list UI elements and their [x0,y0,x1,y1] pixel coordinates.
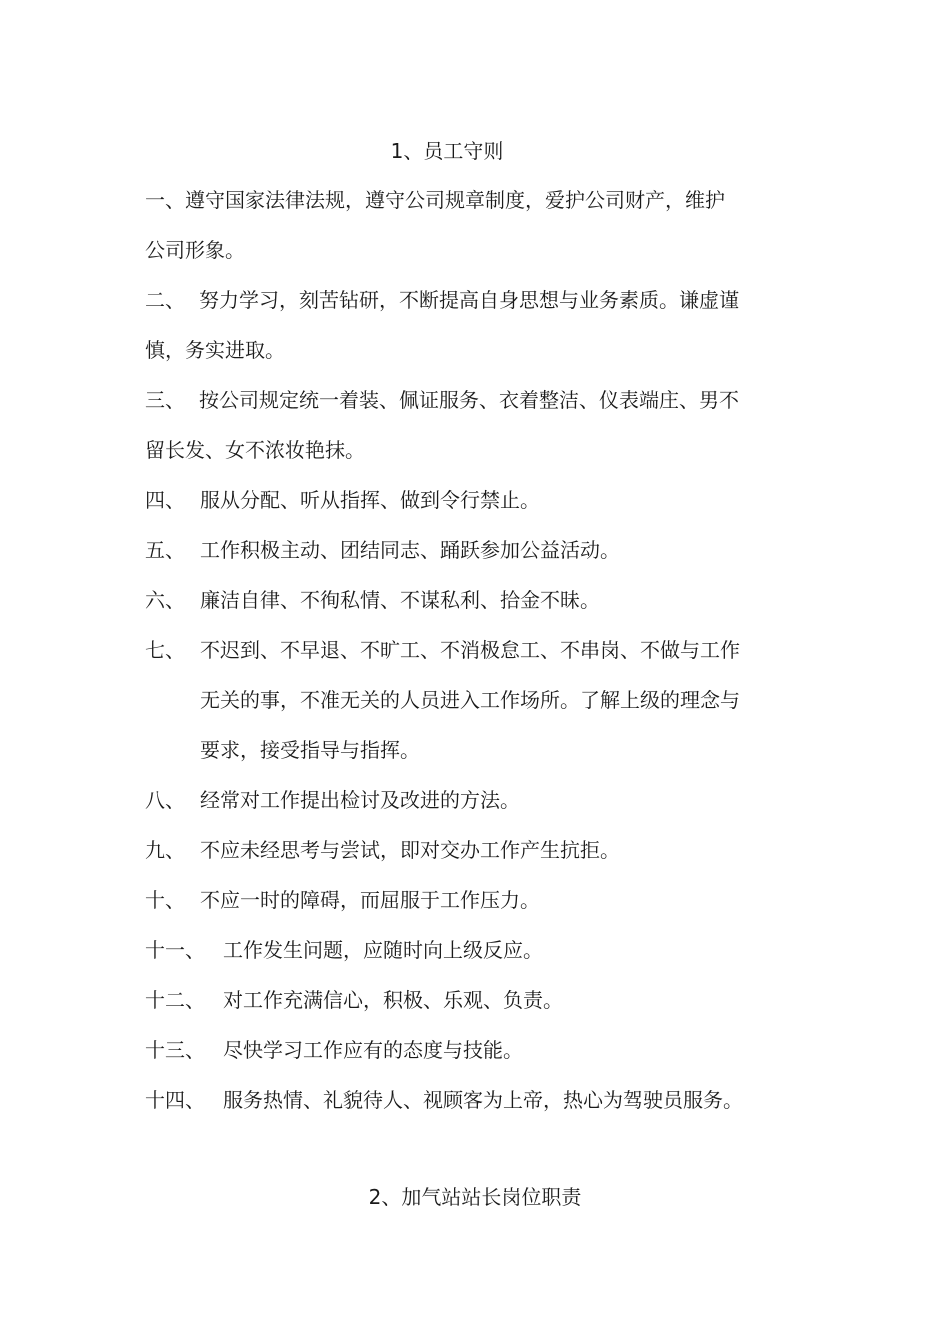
rule-text-line: 不应一时的障碍，而屈服于工作压力。 [200,888,540,912]
rule-text-line: 不迟到、不早退、不旷工、不消极怠工、不串岗、不做与工作 [200,638,740,662]
rule-text-line: 公司形象。 [145,238,245,262]
rule-text-line: 服从分配、听从指挥、做到令行禁止。 [200,488,540,512]
rule-item-8 [145,775,815,825]
rule-text-line: 廉洁自律、不徇私情、不谋私利、拾金不昧。 [200,588,600,612]
rule-text-line: 服务热情、礼貌待人、视顾客为上帝，热心为驾驶员服务。 [223,1088,743,1112]
rule-item-2 [145,275,815,375]
rule-number: 四、 [145,488,185,512]
section-2-title: 2、加气站站长岗位职责 [368,1185,582,1209]
rule-text-line: 经常对工作提出检讨及改进的方法。 [200,788,520,812]
rule-item-11 [145,925,815,975]
rule-text-line: 要求，接受指导与指挥。 [200,738,420,762]
rule-number: 一、 [145,188,185,212]
rule-text-line: 无关的事，不准无关的人员进入工作场所。了解上级的理念与 [200,688,740,712]
rule-number: 十四、 [145,1088,205,1112]
rule-text-line: 留长发、女不浓妆艳抹。 [145,438,365,462]
rule-number: 六、 [145,588,185,612]
rule-number: 七、 [145,638,185,662]
section-1-title: 1、员工守则 [390,139,504,163]
rule-text-line: 按公司规定统一着装、佩证服务、衣着整洁、仪表端庄、男不 [199,388,739,412]
rule-number: 十三、 [145,1038,205,1062]
rule-number: 九、 [145,838,185,862]
rule-number: 十一、 [145,938,205,962]
rule-item-10 [145,875,815,925]
rule-text-line: 工作积极主动、团结同志、踊跃参加公益活动。 [200,538,620,562]
rule-text-line: 遵守国家法律法规，遵守公司规章制度，爱护公司财产，维护 [185,188,725,212]
rule-item-3 [145,375,815,475]
rule-number: 三、 [145,388,185,412]
rule-text-line: 不应未经思考与尝试，即对交办工作产生抗拒。 [200,838,620,862]
rule-number: 十二、 [145,988,205,1012]
rule-item-5 [145,525,815,575]
rule-number: 八、 [145,788,185,812]
rule-item-9 [145,825,815,875]
rule-item-14 [145,1075,815,1125]
rule-item-1 [145,175,815,275]
rule-text-line: 工作发生问题，应随时向上级反应。 [223,938,543,962]
rule-number: 五、 [145,538,185,562]
rule-text-line: 慎，务实进取。 [145,338,285,362]
rule-number: 十、 [145,888,185,912]
rule-text-line: 努力学习，刻苦钻研，不断提高自身思想与业务素质。谦虚谨 [199,288,739,312]
rule-item-4 [145,475,815,525]
rule-item-6 [145,575,815,625]
rule-item-12 [145,975,815,1025]
rule-number: 二、 [145,288,185,312]
rule-item-7 [145,625,815,775]
rule-item-13 [145,1025,815,1075]
rule-text-line: 对工作充满信心，积极、乐观、负责。 [223,988,563,1012]
rule-text-line: 尽快学习工作应有的态度与技能。 [223,1038,523,1062]
